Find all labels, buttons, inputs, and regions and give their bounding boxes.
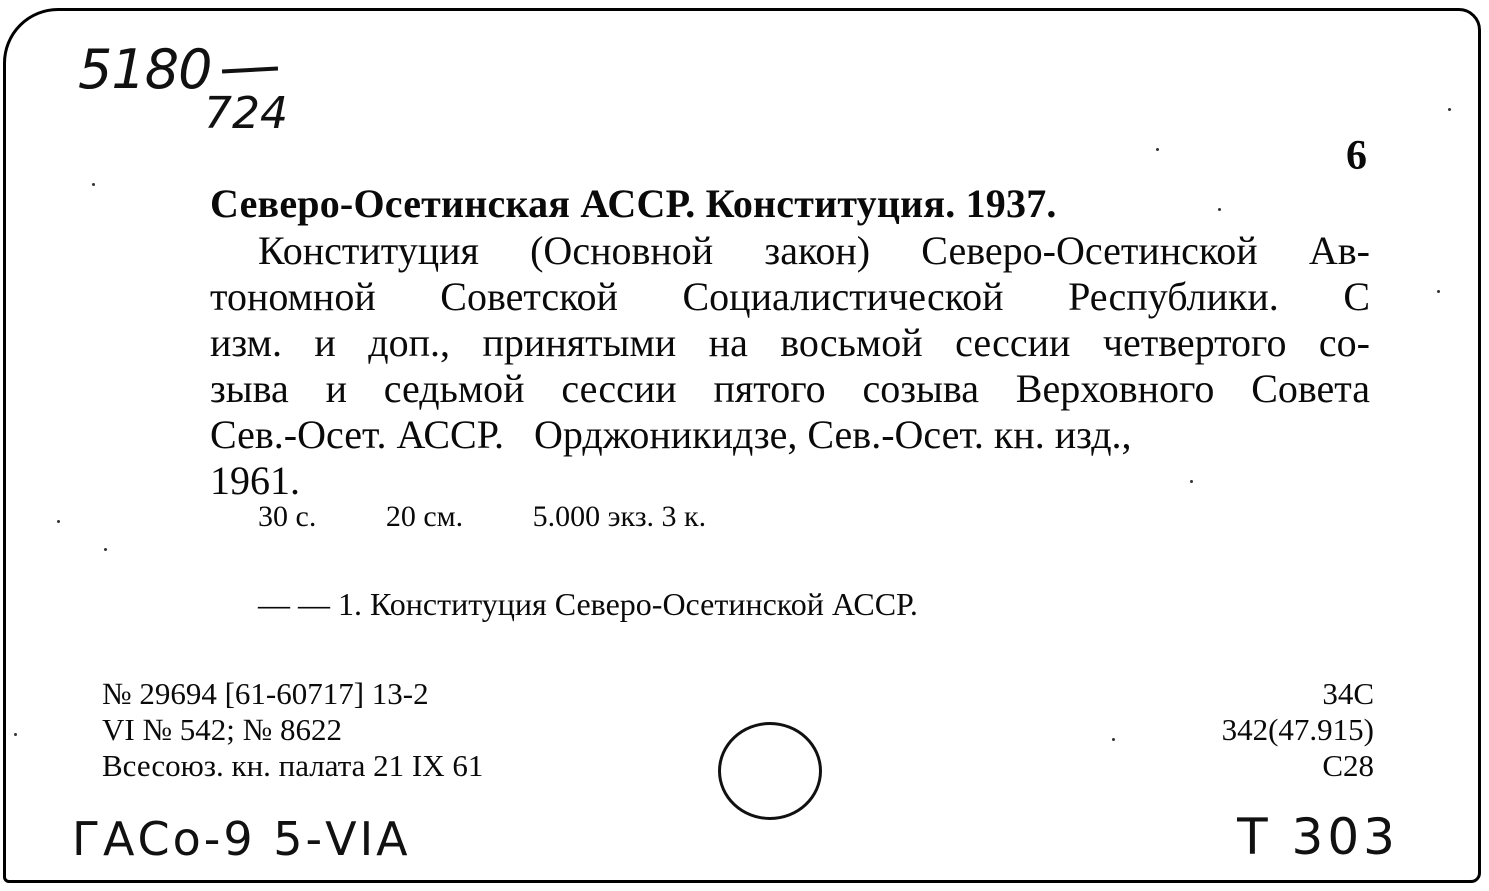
speck [1190,480,1193,483]
speck [1112,738,1115,741]
description-line-6: 1961. [210,458,300,503]
registration-line-3: Всесоюз. кн. палата 21 IX 61 [102,748,484,783]
collation-print-run: 5.000 экз. 3 к. [532,500,707,533]
registration-block [102,676,483,784]
collation-size: 20 см. [385,500,464,533]
bibliographic-description [210,228,1370,504]
description-line-2: тономной Советской Социалистической Республики. С [210,274,1370,319]
subject-heading: — — 1. Конституция Северо-Осетинской АССР. [258,586,918,622]
speck [57,520,60,523]
speck [1218,208,1221,211]
collation-pages: 30 с. [258,500,317,533]
speck [104,548,107,551]
handwritten-archive-code: ГАСо-9 5-VIА [72,812,411,866]
classification-block [1222,676,1374,784]
hole-circle-mark [718,722,822,820]
speck [14,733,17,736]
speck [92,183,95,186]
speck [1448,108,1451,111]
card-number: 6 [1346,133,1367,179]
call-number-sub: 724 [204,88,288,139]
classification-line-2: 342(47.915) [1221,712,1374,747]
registration-line-2: VI № 542; № 8622 [102,712,342,747]
description-line-4: зыва и седьмой сессии пятого созыва Верховного Совета [210,366,1370,411]
description-line-1: Конституция (Основной закон) Северо-Осетинской Ав- [258,228,1370,273]
card-heading: Северо-Осетинская АССР. Конституция. 1937. [210,181,1057,226]
call-number-main: 5180 [78,38,212,101]
speck [1437,290,1440,293]
registration-line-1: № 29694 [61-60717] 13-2 [102,676,429,711]
collation [258,500,768,534]
classification-line-3: С28 [1322,748,1374,783]
classification-line-1: 34С [1322,676,1374,711]
handwritten-inventory-number: Т 303 [1237,808,1399,866]
speck [1156,148,1159,151]
description-line-5: Сев.-Осет. АССР. Орджоникидзе, Сев.-Осет. кн. изд., [210,412,1132,457]
description-line-3: изм. и доп., принятыми на восьмой сессии четвертого со- [210,320,1370,365]
